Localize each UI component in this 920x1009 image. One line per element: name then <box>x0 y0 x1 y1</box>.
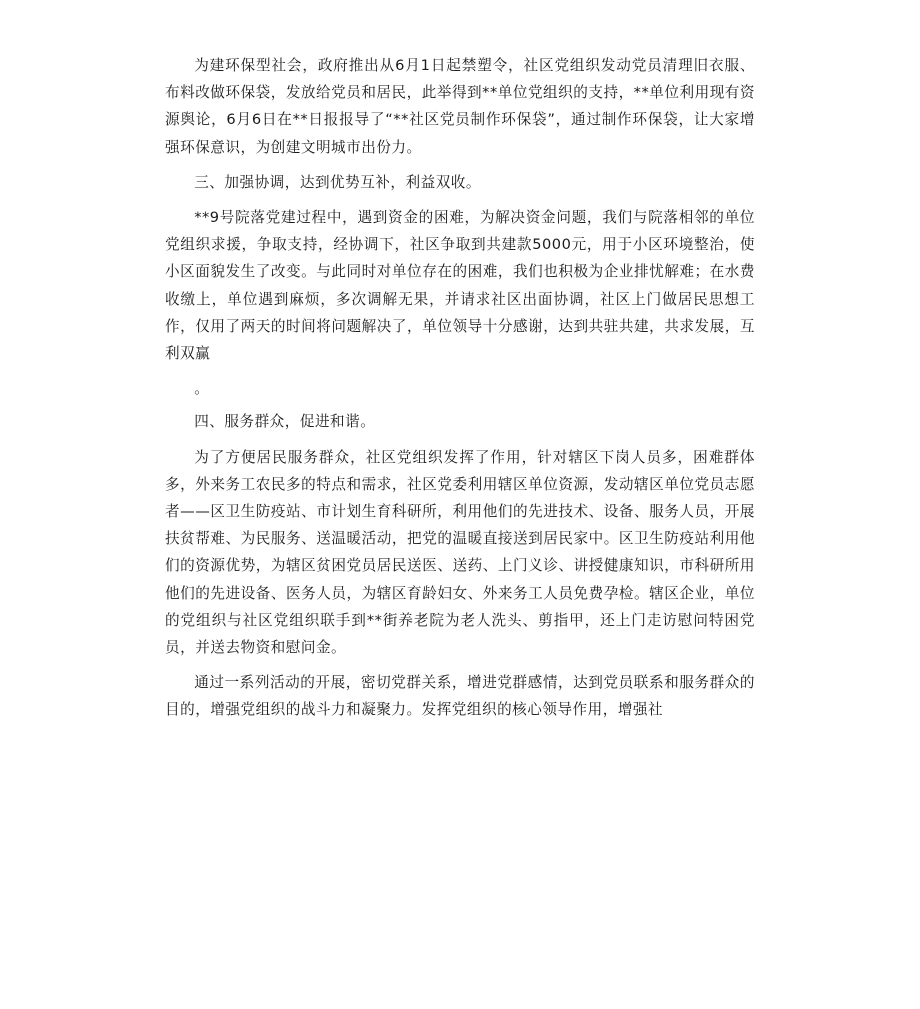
section-heading-three: 三、加强协调，达到优势互补，利益双收。 <box>194 173 481 191</box>
paragraph-coordination: **9号院落党建过程中，遇到资金的困难，为解决资金问题，我们与院落相邻的单位党组织求援，争取支持，经协调下，社区争取到共建款5000元，用于小区环境整治，使小区面貌发生了改变。与此同时对单位存在的困难，我们也积极为企业排忧解难；在水费收缴上，单位遇到麻烦，多次调解无果，并请求社区出面协调，社区上门做居民思想工作，仅用了两天的时间将问题解决了，单位领导十分感谢，达到共驻共建，共求发展，互利双赢 <box>165 209 755 363</box>
paragraph-trailing-period: 。 <box>194 380 210 398</box>
paragraph-activities-summary: 通过一系列活动的开展，密切党群关系，增进党群感情，达到党员联系和服务群众的目的，增强党组织的战斗力和凝聚力。发挥党组织的核心领导作用，增强社 <box>165 674 755 719</box>
paragraph-eco-bags: 为建环保型社会，政府推出从6月1日起禁塑令，社区党组织发动党员清理旧衣服、布料改做环保袋，发放给党员和居民，此举得到**单位党组织的支持，**单位利用现有资源舆论，6月6日在**日报报导了“**社区党员制作环保袋”，通过制作环保袋，让大家增强环保意识，为创建文明城市出份力。 <box>165 57 755 156</box>
document-body <box>165 52 755 732</box>
paragraph-serving-masses: 为了方便居民服务群众，社区党组织发挥了作用，针对辖区下岗人员多，困难群体多，外来务工农民多的特点和需求，社区党委利用辖区单位资源，发动辖区单位党员志愿者——区卫生防疫站、市计划生育科研所，利用他们的先进技术、设备、服务人员，开展扶贫帮难、为民服务、送温暖活动，把党的温暖直接送到居民家中。区卫生防疫站利用他们的资源优势，为辖区贫困党员居民送医、送药、上门义诊、讲授健康知识，市科研所用他们的先进设备、医务人员，为辖区育龄妇女、外来务工人员免费孕检。辖区企业，单位的党组织与社区党组织联手到**街养老院为老人洗头、剪指甲，还上门走访慰问特困党员，并送去物资和慰问金。 <box>165 448 755 657</box>
section-heading-four: 四、服务群众，促进和谐。 <box>194 413 376 431</box>
